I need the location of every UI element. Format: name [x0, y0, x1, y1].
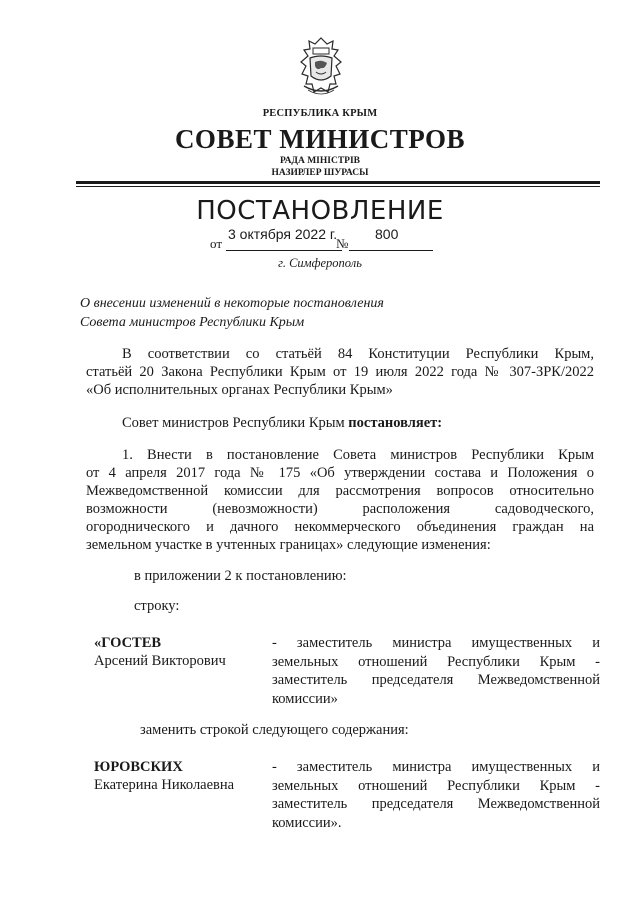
header-divider-thin	[76, 186, 600, 187]
paragraph-line: Межведомственной комиссии для рассмотрения вопросов относительно	[86, 483, 594, 499]
old-person-name	[94, 634, 226, 670]
paragraph-line: В соответствии со статьёй 84 Конституции Республики Крым,	[122, 346, 594, 362]
role-line: комиссии»	[272, 690, 338, 707]
paragraph-line: «Об исполнительных органах Республики Крым»	[86, 382, 393, 398]
role-line: заместитель председателя Межведомственной	[272, 672, 600, 688]
replace-line: заменить строкой следующего содержания:	[140, 722, 409, 738]
document-type-title: ПОСТАНОВЛЕНИЕ	[196, 196, 444, 226]
document-subject	[80, 294, 384, 332]
old-person-role	[272, 634, 600, 708]
document-number: 800	[375, 226, 399, 242]
row-word: строку:	[134, 598, 180, 614]
number-prefix: №	[336, 236, 349, 251]
paragraph-line: земельном участке в учтенных границах» следующие изменения:	[86, 537, 491, 553]
new-person-role	[272, 758, 600, 832]
subject-line: О внесении изменений в некоторые постановления	[80, 296, 384, 311]
number-underline	[349, 250, 433, 251]
role-line: - заместитель министра имущественных и	[272, 635, 600, 651]
role-line: комиссии».	[272, 814, 342, 831]
resolves-prefix: Совет министров Республики Крым	[122, 415, 349, 431]
paragraph-line: огороднического и дачного некоммерческого объединения граждан на	[86, 519, 594, 535]
new-person-surname: ЮРОВСКИХ	[94, 759, 183, 775]
paragraph-line: возможности (невозможности) расположения садоводческого,	[86, 501, 594, 517]
council-name-crimean-tatar: НАЗИРЛЕР ШУРАСЫ	[271, 168, 369, 178]
role-line: земельных отношений Республики Крым -	[272, 777, 600, 794]
role-line: заместитель председателя Межведомственной	[272, 796, 600, 812]
republic-name: РЕСПУБЛИКА КРЫМ	[262, 108, 378, 119]
resolves-keyword: постановляет:	[348, 415, 443, 431]
council-name: СОВЕТ МИНИСТРОВ	[174, 124, 466, 154]
old-person-surname: «ГОСТЕВ	[94, 635, 162, 651]
header-divider-thick	[76, 181, 600, 184]
date-underline	[226, 250, 342, 251]
paragraph-line: статьёй 20 Закона Республики Крым от 19 июля 2022 года № 307-ЗРК/2022	[86, 364, 594, 380]
council-name-ukrainian: РАДА МІНІСТРІВ	[279, 156, 360, 166]
role-line: земельных отношений Республики Крым -	[272, 653, 600, 670]
preamble-paragraph	[86, 345, 594, 399]
date-prefix: от	[210, 236, 223, 251]
paragraph-line: от 4 апреля 2017 года № 175 «Об утверждении состава и Положения о	[86, 465, 594, 481]
role-line: - заместитель министра имущественных и	[272, 759, 600, 775]
document-city: г. Симферополь	[278, 256, 362, 270]
resolves-line	[122, 415, 442, 432]
paragraph-line: 1. Внести в постановление Совета министров Республики Крым	[122, 447, 594, 463]
document-date: 3 октября 2022 г.	[228, 226, 338, 242]
item-1-paragraph	[86, 446, 594, 554]
new-person-given-names: Екатерина Николаевна	[94, 777, 235, 793]
old-person-given-names: Арсений Викторович	[94, 653, 226, 669]
crimea-coat-of-arms-icon	[296, 36, 346, 100]
subject-line: Совета министров Республики Крым	[80, 315, 305, 330]
new-person-name	[94, 758, 234, 794]
appendix-line: в приложении 2 к постановлению:	[134, 568, 347, 584]
